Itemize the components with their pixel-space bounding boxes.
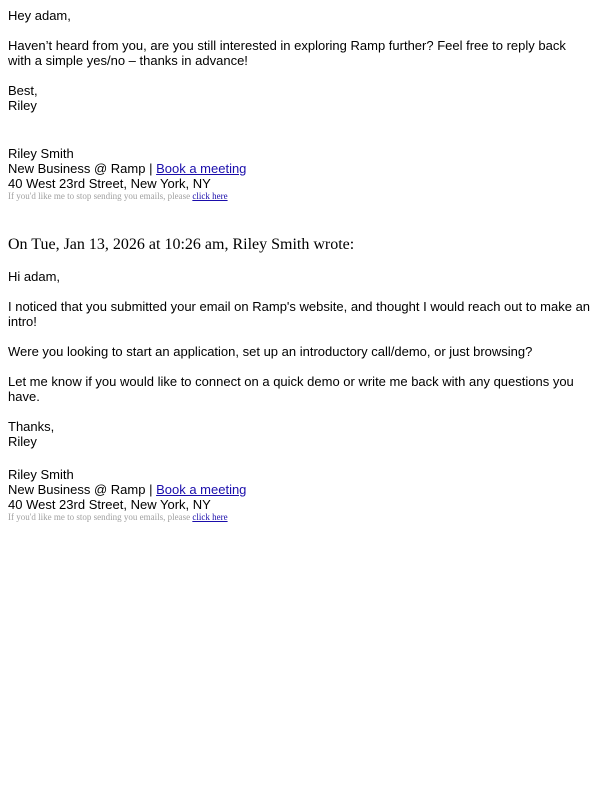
optout-line: [8, 512, 592, 523]
quoted-paragraph: I noticed that you submitted your email on Ramp's website, and thought I would reach out to make an intro!: [8, 299, 591, 329]
signature-name: Riley Smith: [8, 467, 74, 482]
signature-title-text: New Business @ Ramp |: [8, 161, 157, 176]
signature-title-text: New Business @ Ramp |: [8, 482, 157, 497]
quoted-greeting: Hi adam,: [8, 269, 61, 284]
optout-text: If you'd like me to stop sending you emails, please: [8, 191, 193, 201]
reply-paragraph: Haven’t heard from you, are you still interested in exploring Ramp further? Feel free to reply back with a simple yes/no – thanks in advance!: [8, 38, 566, 68]
signature-address: 40 West 23rd Street, New York, NY: [8, 497, 211, 512]
optout-click-here-link[interactable]: click here: [192, 512, 228, 522]
reply-sender-name: Riley: [8, 98, 37, 113]
quoted-signoff-block: [8, 419, 592, 449]
signature-address: 40 West 23rd Street, New York, NY: [8, 176, 211, 191]
quoted-signature: [8, 467, 592, 523]
quoted-paragraph: Let me know if you would like to connect on a quick demo or write me back with any questions you have.: [8, 374, 574, 404]
signature-title: [8, 482, 592, 497]
reply-signoff: Best,: [8, 83, 38, 98]
quoted-signoff: Thanks,: [8, 419, 55, 434]
email-body: [8, 8, 592, 523]
reply-signature: [8, 146, 592, 202]
optout-line: [8, 191, 592, 202]
reply-greeting: Hey adam,: [8, 8, 71, 23]
quoted-sender-name: Riley: [8, 434, 37, 449]
quoted-paragraph: Were you looking to start an application, set up an introductory call/demo, or just browsing?: [8, 344, 533, 359]
signature-name: Riley Smith: [8, 146, 74, 161]
optout-click-here-link[interactable]: click here: [192, 191, 228, 201]
reply-signoff-block: [8, 83, 592, 113]
book-meeting-link[interactable]: Book a meeting: [156, 482, 247, 497]
book-meeting-link[interactable]: Book a meeting: [156, 161, 247, 176]
signature-title: [8, 161, 592, 176]
optout-text: If you'd like me to stop sending you emails, please: [8, 512, 193, 522]
quoted-header: On Tue, Jan 13, 2026 at 10:26 am, Riley Smith wrote:: [8, 236, 355, 253]
